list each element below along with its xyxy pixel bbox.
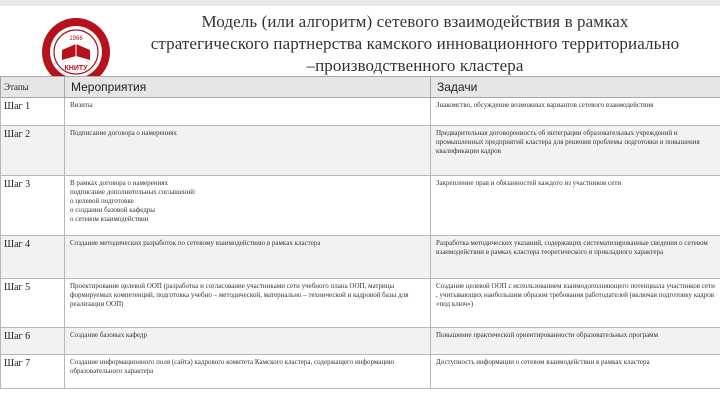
page-title: Модель (или алгоритм) сетевого взаимодействия в рамках стратегического партнерства камского инновационного территориально –производственного кластера — [150, 12, 680, 75]
task-cell: Доступность информации о сетевом взаимодействии в рамках кластера — [431, 355, 720, 389]
table-row — [1, 279, 720, 328]
algorithm-table — [0, 76, 720, 389]
header-step: Этапы — [1, 77, 65, 98]
activity-cell: Создание базовых кафедр — [65, 328, 431, 355]
step-cell: Шаг 6 — [1, 328, 65, 355]
header-task: Задачи — [431, 77, 720, 98]
activity-cell: Создание информационного поля (сайта) кадрового комитета Камского кластера, содержащего информацию образовательного характера — [65, 355, 431, 389]
step-cell: Шаг 5 — [1, 279, 65, 328]
activity-cell: Подписание договора о намерениях — [65, 126, 431, 176]
top-stripe — [0, 0, 720, 6]
logo-year: 1966 — [69, 36, 83, 42]
activity-cell: Проектирование целевой ООП (разработка и согласование участниками сети учебного плана ООП, матрицы формируемых компетенций, подготовка учебно – методической, материально – технической и кадровой базы для реализации ООП) — [65, 279, 431, 328]
activity-cell: Визиты — [65, 98, 431, 126]
step-cell: Шаг 1 — [1, 98, 65, 126]
step-cell: Шаг 2 — [1, 126, 65, 176]
task-cell: Закрепление прав и обязанностей каждого из участников сети — [431, 176, 720, 236]
task-cell: Знакомство, обсуждение возможных вариантов сетевого взаимодействия — [431, 98, 720, 126]
task-cell: Повышение практической ориентированности образовательных программ — [431, 328, 720, 355]
algorithm-table-container — [0, 76, 720, 405]
table-row — [1, 98, 720, 126]
activity-cell: Создание методических разработок по сетевому взаимодействию в рамках кластера — [65, 236, 431, 279]
step-cell: Шаг 3 — [1, 176, 65, 236]
table-row — [1, 176, 720, 236]
logo-name: КНИТУ — [64, 65, 88, 72]
activity-cell: В рамках договора о намерениях подписание дополнительных соглашений: о целевой подготовке о создании базовой кафедры о сетевом взаимодействии — [65, 176, 431, 236]
step-cell: Шаг 7 — [1, 355, 65, 389]
table-row — [1, 236, 720, 279]
step-cell: Шаг 4 — [1, 236, 65, 279]
table-row — [1, 126, 720, 176]
task-cell: Предварительная договоренность об интеграции образовательных учреждений и промышленных предприятий кластера для решения проблемы подготовки и повышения квалификации кадров — [431, 126, 720, 176]
table-row — [1, 328, 720, 355]
task-cell: Разработка методических указаний, содержащих систематизированные сведения о сетевом взаимодействии в рамках кластера теоретического и прикладного характера — [431, 236, 720, 279]
table-header-row — [1, 77, 720, 98]
header-activity: Мероприятия — [65, 77, 431, 98]
task-cell: Создание целевой ООП с использованием взаимодополняющего потенциала участников сети , учитывающих наибольшим образом требования работодателей (включая подготовку кадров «под ключ») — [431, 279, 720, 328]
table-row — [1, 355, 720, 389]
